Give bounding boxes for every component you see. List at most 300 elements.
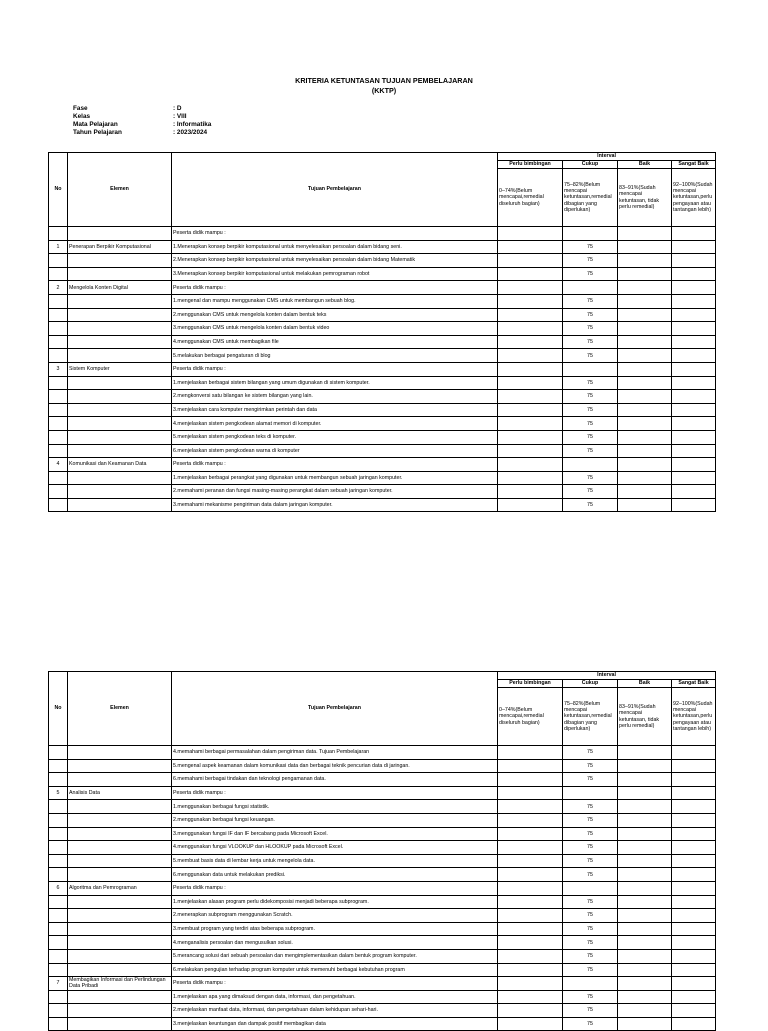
cell-perlu-bimbingan [498, 881, 563, 895]
cell-no [49, 1017, 68, 1031]
cell-perlu-bimbingan [498, 335, 563, 349]
cell-perlu-bimbingan [498, 841, 563, 855]
cell-sangat-baik [672, 458, 716, 472]
cell-no: 6 [49, 881, 68, 895]
cell-baik [618, 308, 672, 322]
cell-sangat-baik [672, 841, 716, 855]
cell-baik [618, 990, 672, 1004]
meta-key: Fase [73, 105, 88, 112]
cell-no: 2 [49, 281, 68, 295]
cell-elemen [68, 949, 172, 963]
cell-tujuan: 1.menjelaskan apa yang dimaksud dengan data, informasi, dan pengetahuan. [172, 990, 498, 1004]
cell-baik [618, 254, 672, 268]
cell-sangat-baik [672, 949, 716, 963]
header-elemen: Elemen [68, 672, 172, 746]
cell-tujuan: 2.menggunakan berbagai fungsi keuangan. [172, 813, 498, 827]
table-row [49, 990, 716, 1004]
cell-perlu-bimbingan [498, 430, 563, 444]
cell-sangat-baik [672, 308, 716, 322]
cell-tujuan: 2.memahami peranan dan fungsi masing-masing perangkat dalam sebuah jaringan komputer. [172, 485, 498, 499]
table-row [49, 403, 716, 417]
cell-tujuan: 4.menjelaskan sistem pengkodean alamat memori di komputer. [172, 417, 498, 431]
cell-tujuan: 5.mengenal aspek keamanan dalam komunikasi data dan berbagai teknik pencurian data di jaringan. [172, 759, 498, 773]
table-row [49, 308, 716, 322]
cell-tujuan: 3.memahami mekanisme pengiriman data dalam jaringan komputer. [172, 498, 498, 512]
cell-baik [618, 403, 672, 417]
table-row [49, 786, 716, 800]
cell-no [49, 267, 68, 281]
cell-no [49, 868, 68, 882]
cell-perlu-bimbingan [498, 1017, 563, 1031]
cell-baik [618, 841, 672, 855]
cell-baik [618, 430, 672, 444]
cell-no [49, 254, 68, 268]
cell-tujuan: 5.merancang solusi dari sebuah persoalan dan mengimplementasikan dalam bentuk program komputer. [172, 949, 498, 963]
header-desc: 83–91%(Sudah mencapai ketuntasan, tidak perlu remedial) [618, 688, 672, 746]
cell-baik [618, 759, 672, 773]
cell-tujuan: Peserta didik mampu : [172, 786, 498, 800]
cell-elemen [68, 498, 172, 512]
cell-baik [618, 909, 672, 923]
cell-elemen [68, 485, 172, 499]
cell-sangat-baik [672, 376, 716, 390]
table-row [49, 854, 716, 868]
cell-tujuan: 2.mengkonversi satu bilangan ke sistem bilangan yang lain. [172, 390, 498, 404]
cell-cukup: 75 [563, 390, 618, 404]
cell-baik [618, 895, 672, 909]
meta-row [73, 121, 211, 129]
cell-no [49, 485, 68, 499]
cell-elemen [68, 936, 172, 950]
cell-cukup: 75 [563, 868, 618, 882]
title-line-1: KRITERIA KETUNTASAN TUJUAN PEMBELAJARAN [295, 76, 473, 85]
cell-tujuan: 5.melakukan berbagai pengaturan di blog [172, 349, 498, 363]
cell-tujuan: 3.menggunakan fungsi IF dan IF bercabang pada Microsoft Excel. [172, 827, 498, 841]
table-row [49, 254, 716, 268]
table-row [49, 909, 716, 923]
cell-tujuan: 2.menggunakan CMS untuk mengelola konten dalam bentuk teks [172, 308, 498, 322]
header-level: Cukup [563, 680, 618, 688]
cell-tujuan: 5.menjelaskan sistem pengkodean teks di komputer. [172, 430, 498, 444]
cell-elemen [68, 990, 172, 1004]
cell-baik [618, 444, 672, 458]
cell-cukup: 75 [563, 841, 618, 855]
cell-cukup: 75 [563, 444, 618, 458]
cell-no [49, 949, 68, 963]
cell-elemen: Sistem Komputer [68, 362, 172, 376]
cell-perlu-bimbingan [498, 458, 563, 472]
table-row [49, 977, 716, 991]
table-row [49, 240, 716, 254]
table-row [49, 800, 716, 814]
table-body [49, 227, 716, 512]
cell-sangat-baik [672, 362, 716, 376]
cell-no [49, 471, 68, 485]
cell-perlu-bimbingan [498, 267, 563, 281]
header-no: No [49, 672, 68, 746]
cell-cukup: 75 [563, 335, 618, 349]
header-level: Sangat Baik [672, 161, 716, 169]
cell-no [49, 417, 68, 431]
cell-no [49, 335, 68, 349]
cell-cukup: 75 [563, 1017, 618, 1031]
cell-sangat-baik [672, 895, 716, 909]
cell-no [49, 990, 68, 1004]
table-row [49, 881, 716, 895]
cell-sangat-baik [672, 746, 716, 760]
cell-sangat-baik [672, 909, 716, 923]
cell-cukup: 75 [563, 746, 618, 760]
cell-cukup: 75 [563, 403, 618, 417]
cell-sangat-baik [672, 254, 716, 268]
cell-perlu-bimbingan [498, 854, 563, 868]
header-desc: 75–82%(Belum mencapai ketuntasan,remedial dibagian yang diperlukan) [563, 688, 618, 746]
title-line-2: (KKTP) [371, 86, 397, 95]
cell-tujuan: 4.menggunakan CMS untuk membagikan file [172, 335, 498, 349]
meta-key: Tahun Pelajaran [73, 129, 122, 136]
cell-no [49, 922, 68, 936]
cell-elemen [68, 909, 172, 923]
cell-tujuan: 6.memahami berbagai tindakan dan teknologi pengamanan data. [172, 773, 498, 787]
cell-sangat-baik [672, 813, 716, 827]
cell-perlu-bimbingan [498, 800, 563, 814]
cell-sangat-baik [672, 963, 716, 977]
cell-sangat-baik [672, 444, 716, 458]
cell-no [49, 759, 68, 773]
cell-baik [618, 963, 672, 977]
cell-perlu-bimbingan [498, 949, 563, 963]
cell-baik [618, 922, 672, 936]
table-row [49, 922, 716, 936]
cell-sangat-baik [672, 854, 716, 868]
cell-cukup: 75 [563, 759, 618, 773]
cell-elemen [68, 471, 172, 485]
meta-row [73, 113, 211, 121]
cell-cukup: 75 [563, 417, 618, 431]
cell-cukup [563, 786, 618, 800]
header-desc: 75–82%(Belum mencapai ketuntasan,remedial dibagian yang diperlukan) [563, 169, 618, 227]
cell-elemen: Membagikan Informasi dan Perlindungan Data Pribadi [68, 977, 172, 991]
cell-sangat-baik [672, 417, 716, 431]
cell-tujuan: Peserta didik mampu : [172, 281, 498, 295]
cell-no [49, 444, 68, 458]
cell-elemen [68, 254, 172, 268]
cell-tujuan: 6.menjelaskan sistem pengkodean warna di komputer [172, 444, 498, 458]
cell-baik [618, 786, 672, 800]
cell-perlu-bimbingan [498, 240, 563, 254]
cell-elemen [68, 267, 172, 281]
cell-baik [618, 773, 672, 787]
cell-elemen [68, 349, 172, 363]
header-desc: 83–91%(Sudah mencapai ketuntasan, tidak perlu remedial) [618, 169, 672, 227]
cell-cukup: 75 [563, 854, 618, 868]
cell-perlu-bimbingan [498, 895, 563, 909]
cell-sangat-baik [672, 868, 716, 882]
cell-baik [618, 294, 672, 308]
cell-perlu-bimbingan [498, 922, 563, 936]
cell-baik [618, 471, 672, 485]
cell-cukup: 75 [563, 909, 618, 923]
cell-elemen [68, 963, 172, 977]
table-row [49, 322, 716, 336]
meta-value: : Informatika [173, 121, 212, 128]
table-row [49, 949, 716, 963]
table-row [49, 281, 716, 295]
cell-cukup: 75 [563, 1004, 618, 1018]
cell-elemen [68, 746, 172, 760]
cell-no [49, 841, 68, 855]
cell-sangat-baik [672, 335, 716, 349]
cell-sangat-baik [672, 936, 716, 950]
cell-cukup [563, 227, 618, 241]
cell-sangat-baik [672, 227, 716, 241]
cell-cukup: 75 [563, 267, 618, 281]
cell-no: 5 [49, 786, 68, 800]
cell-sangat-baik [672, 294, 716, 308]
table-row [49, 1017, 716, 1031]
table-row [49, 227, 716, 241]
cell-no [49, 963, 68, 977]
cell-cukup: 75 [563, 773, 618, 787]
cell-no: 3 [49, 362, 68, 376]
cell-tujuan: Peserta didik mampu : [172, 458, 498, 472]
cell-perlu-bimbingan [498, 322, 563, 336]
cell-tujuan: 6.melakukan pengujian terhadap program komputer untuk memenuhi berbagai kebutuhan program [172, 963, 498, 977]
cell-tujuan: 4.menggunakan fungsi VLOOKUP dan HLOOKUP pada Microsoft Excel. [172, 841, 498, 855]
header-desc: 92–100%(Sudah mencapai ketuntasan,perlu pengayaan atau tantangan lebih) [672, 688, 716, 746]
cell-tujuan: 3.menjelaskan keuntungan dan dampak positif membagikan data [172, 1017, 498, 1031]
table-row [49, 417, 716, 431]
cell-perlu-bimbingan [498, 936, 563, 950]
header-interval: Interval [498, 153, 716, 161]
cell-perlu-bimbingan [498, 349, 563, 363]
cell-sangat-baik [672, 349, 716, 363]
cell-sangat-baik [672, 485, 716, 499]
cell-baik [618, 417, 672, 431]
cell-no [49, 376, 68, 390]
cell-tujuan: 1.mengenal dan mampu menggunakan CMS untuk membangun sebuah blog. [172, 294, 498, 308]
header-elemen: Elemen [68, 153, 172, 227]
cell-elemen [68, 895, 172, 909]
meta-value: : D [173, 105, 182, 112]
cell-baik [618, 854, 672, 868]
cell-baik [618, 881, 672, 895]
table-row [49, 430, 716, 444]
cell-no [49, 813, 68, 827]
cell-perlu-bimbingan [498, 909, 563, 923]
header-level: Cukup [563, 161, 618, 169]
cell-perlu-bimbingan [498, 308, 563, 322]
cell-elemen [68, 868, 172, 882]
cell-elemen [68, 294, 172, 308]
cell-sangat-baik [672, 773, 716, 787]
cell-no [49, 909, 68, 923]
header-tujuan: Tujuan Pembelajaran [172, 672, 498, 746]
header-level: Baik [618, 161, 672, 169]
cell-no [49, 349, 68, 363]
cell-elemen [68, 322, 172, 336]
cell-tujuan: 6.menggunakan data untuk melakukan prediksi. [172, 868, 498, 882]
cell-perlu-bimbingan [498, 1004, 563, 1018]
cell-elemen [68, 813, 172, 827]
cell-no [49, 800, 68, 814]
cell-elemen [68, 922, 172, 936]
header-desc: 0–74%(Belum mencapai,remedial diseluruh bagian) [498, 688, 563, 746]
cell-perlu-bimbingan [498, 471, 563, 485]
cell-elemen: Algoritma dan Pemrograman [68, 881, 172, 895]
cell-elemen [68, 800, 172, 814]
cell-perlu-bimbingan [498, 294, 563, 308]
cell-perlu-bimbingan [498, 390, 563, 404]
cell-cukup: 75 [563, 349, 618, 363]
cell-tujuan: 4.memahami berbagai permasalahan dalam pengiriman data. Tujuan Pembelajaran [172, 746, 498, 760]
meta-key: Mata Pelajaran [73, 121, 118, 128]
cell-perlu-bimbingan [498, 868, 563, 882]
cell-baik [618, 1004, 672, 1018]
cell-cukup: 75 [563, 922, 618, 936]
cell-tujuan: 1.menjelaskan alasan program perlu didekomposisi menjadi beberapa subprogram. [172, 895, 498, 909]
cell-no [49, 430, 68, 444]
table-row [49, 963, 716, 977]
header-interval: Interval [498, 672, 716, 680]
cell-cukup [563, 281, 618, 295]
cell-perlu-bimbingan [498, 485, 563, 499]
meta-row [73, 129, 211, 137]
cell-tujuan: 3.menjelaskan cara komputer mengirimkan perintah dan data [172, 403, 498, 417]
cell-tujuan: Peserta didik mampu : [172, 362, 498, 376]
cell-elemen: Komunikasi dan Keamanan Data [68, 458, 172, 472]
cell-sangat-baik [672, 498, 716, 512]
cell-tujuan: 2.Menerapkan konsep berpikir komputasional untuk menyelesaikan persoalan dalam bidang Matematik [172, 254, 498, 268]
cell-cukup: 75 [563, 936, 618, 950]
cell-sangat-baik [672, 759, 716, 773]
cell-tujuan: 5.membuat basis data di lembar kerja untuk mengelola data. [172, 854, 498, 868]
cell-perlu-bimbingan [498, 444, 563, 458]
cell-sangat-baik [672, 922, 716, 936]
cell-perlu-bimbingan [498, 254, 563, 268]
cell-perlu-bimbingan [498, 746, 563, 760]
cell-sangat-baik [672, 430, 716, 444]
cell-elemen [68, 403, 172, 417]
cell-tujuan: 3.menggunakan CMS untuk mengelola konten dalam bentuk video [172, 322, 498, 336]
cell-sangat-baik [672, 1004, 716, 1018]
cell-elemen [68, 827, 172, 841]
table-row [49, 841, 716, 855]
cell-baik [618, 977, 672, 991]
cell-no [49, 1004, 68, 1018]
cell-no: 1 [49, 240, 68, 254]
cell-no [49, 498, 68, 512]
cell-elemen [68, 308, 172, 322]
cell-cukup: 75 [563, 990, 618, 1004]
cell-tujuan: Peserta didik mampu : [172, 227, 498, 241]
document-meta [73, 105, 211, 137]
cell-no [49, 390, 68, 404]
cell-cukup [563, 362, 618, 376]
cell-baik [618, 746, 672, 760]
cell-cukup: 75 [563, 895, 618, 909]
cell-tujuan: 1.menjelaskan berbagai sistem bilangan yang umum digunakan di sistem komputer. [172, 376, 498, 390]
cell-tujuan: 2.menerapkan subprogram menggunakan Scratch. [172, 909, 498, 923]
cell-baik [618, 813, 672, 827]
cell-elemen [68, 841, 172, 855]
cell-perlu-bimbingan [498, 376, 563, 390]
cell-tujuan: 1.menggunakan berbagai fungsi statistik. [172, 800, 498, 814]
cell-elemen: Penerapan Berpikir Komputasional [68, 240, 172, 254]
cell-no [49, 308, 68, 322]
header-tujuan: Tujuan Pembelajaran [172, 153, 498, 227]
cell-baik [618, 227, 672, 241]
cell-cukup: 75 [563, 308, 618, 322]
cell-perlu-bimbingan [498, 498, 563, 512]
cell-cukup: 75 [563, 949, 618, 963]
cell-no [49, 294, 68, 308]
meta-value: : 2023/2024 [173, 129, 208, 136]
table-row [49, 267, 716, 281]
cell-cukup [563, 977, 618, 991]
cell-tujuan: Peserta didik mampu : [172, 977, 498, 991]
cell-cukup: 75 [563, 471, 618, 485]
cell-cukup: 75 [563, 800, 618, 814]
kktp-table-1 [48, 152, 716, 512]
cell-perlu-bimbingan [498, 417, 563, 431]
table-row [49, 827, 716, 841]
table-row [49, 390, 716, 404]
cell-elemen: Analisis Data [68, 786, 172, 800]
header-level: Sangat Baik [672, 680, 716, 688]
table-row [49, 362, 716, 376]
cell-cukup: 75 [563, 376, 618, 390]
cell-elemen [68, 854, 172, 868]
cell-perlu-bimbingan [498, 281, 563, 295]
cell-baik [618, 267, 672, 281]
cell-elemen [68, 417, 172, 431]
cell-cukup: 75 [563, 294, 618, 308]
cell-cukup: 75 [563, 430, 618, 444]
cell-perlu-bimbingan [498, 773, 563, 787]
cell-perlu-bimbingan [498, 827, 563, 841]
table-body [49, 746, 716, 1031]
cell-baik [618, 376, 672, 390]
cell-baik [618, 390, 672, 404]
cell-cukup [563, 881, 618, 895]
table-row [49, 376, 716, 390]
cell-cukup: 75 [563, 485, 618, 499]
cell-no [49, 227, 68, 241]
cell-cukup: 75 [563, 813, 618, 827]
cell-cukup [563, 458, 618, 472]
cell-baik [618, 349, 672, 363]
cell-perlu-bimbingan [498, 362, 563, 376]
header-desc: 0–74%(Belum mencapai,remedial diseluruh bagian) [498, 169, 563, 227]
meta-key: Kelas [73, 113, 91, 120]
cell-perlu-bimbingan [498, 990, 563, 1004]
cell-baik [618, 800, 672, 814]
cell-elemen [68, 390, 172, 404]
cell-baik [618, 335, 672, 349]
cell-sangat-baik [672, 267, 716, 281]
cell-baik [618, 458, 672, 472]
cell-sangat-baik [672, 990, 716, 1004]
cell-no [49, 827, 68, 841]
header-level: Baik [618, 680, 672, 688]
cell-no [49, 773, 68, 787]
cell-baik [618, 485, 672, 499]
cell-no [49, 746, 68, 760]
cell-cukup: 75 [563, 498, 618, 512]
cell-cukup: 75 [563, 827, 618, 841]
cell-perlu-bimbingan [498, 227, 563, 241]
